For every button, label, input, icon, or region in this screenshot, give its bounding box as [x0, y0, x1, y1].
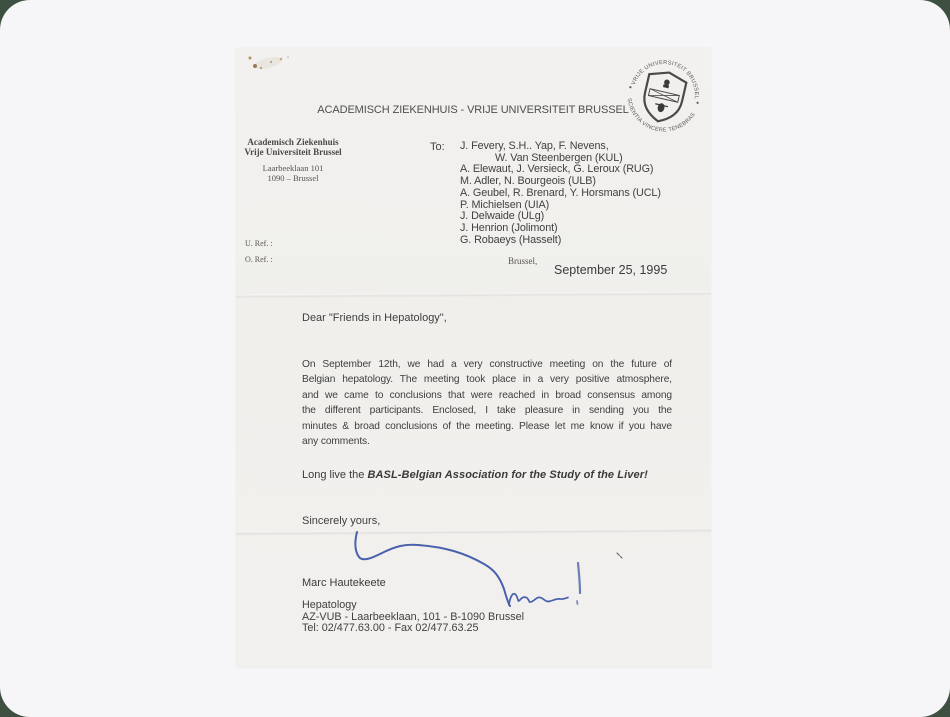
signer-name: Marc Hautekeete	[302, 577, 386, 589]
recipient-line: A. Geubel, R. Brenard, Y. Horsmans (UCL)	[460, 186, 661, 199]
body-line: and we came to conclusions that were reached in broad consensus among	[302, 389, 672, 401]
body-line: Belgian hepatology. The meeting took place in a very positive atmosphere,	[302, 374, 672, 386]
o-ref-label: O. Ref. :	[245, 255, 273, 264]
recipient-line: J. Delwaide (ULg)	[460, 210, 545, 223]
slogan-line	[302, 469, 648, 481]
sender-address-block	[240, 138, 346, 183]
body-line: minutes & broad conclusions of the meeting. Please let me know if you have	[302, 420, 672, 432]
place-label: Brussel,	[508, 256, 538, 266]
footer-line: AZ-VUB - Laarbeeklaan, 101 - B-1090 Brussel	[302, 610, 525, 623]
footer-line: Tel: 02/477.63.00 - Fax 02/477.63.25	[302, 622, 479, 635]
recipient-line: A. Elewaut, J. Versieck, G. Leroux (RUG)	[460, 163, 654, 176]
paper-stain	[242, 50, 302, 78]
letterhead-title: ACADEMISCH ZIEKENHUIS - VRIJE UNIVERSITEIT BRUSSEL	[317, 104, 629, 116]
body-line: On September 12th, we had a very constructive meeting on the future of	[302, 359, 672, 370]
sender-name-line: Vrije Universiteit Brussel	[244, 146, 342, 157]
fold-crease	[236, 528, 711, 535]
body-paragraph	[302, 357, 672, 449]
recipient-line: G. Robaeys (Hasselt)	[460, 233, 562, 246]
recipient-line: P. Michielsen (UIA)	[460, 198, 550, 211]
slogan-prefix: Long live the	[302, 469, 368, 481]
closing-line: Sincerely yours,	[302, 515, 381, 527]
to-label: To:	[430, 141, 445, 153]
recipient-list	[460, 141, 700, 246]
body-line: any comments.	[302, 436, 370, 448]
university-seal-icon	[624, 55, 704, 135]
salutation: Dear "Friends in Hepatology",	[302, 312, 447, 324]
footer-line: Hepatology	[302, 599, 357, 611]
fold-crease	[236, 292, 711, 299]
footer-block	[302, 600, 524, 635]
sender-street: Laarbeeklaan 101	[262, 163, 324, 173]
recipient-line: J. Fevery, S.H.. Yap, F. Nevens,	[460, 140, 609, 152]
date-line: September 25, 1995	[554, 263, 668, 277]
seal-bottom-text: SCIENTIA VINCERE TENEBRAS	[625, 97, 697, 134]
sender-name-line: Academisch Ziekenhuis	[247, 137, 339, 147]
seal-top-text: VRIJE UNIVERSITEIT BRUSSEL	[630, 59, 700, 100]
recipient-line: J. Henrion (Jolimont)	[460, 221, 558, 234]
body-line: the different participants. Enclosed, I take pleasure in sending you the	[302, 405, 672, 417]
sender-city: 1090 – Brussel	[267, 173, 319, 183]
slogan-basl-text: BASL-Belgian Association for the Study of the Liver!	[367, 469, 648, 481]
recipient-line: W. Van Steenbergen (KUL)	[495, 151, 623, 164]
letter-page	[236, 48, 711, 668]
recipient-line: M. Adler, N. Bourgeois (ULB)	[460, 175, 596, 188]
u-ref-label: U. Ref. :	[245, 239, 273, 248]
